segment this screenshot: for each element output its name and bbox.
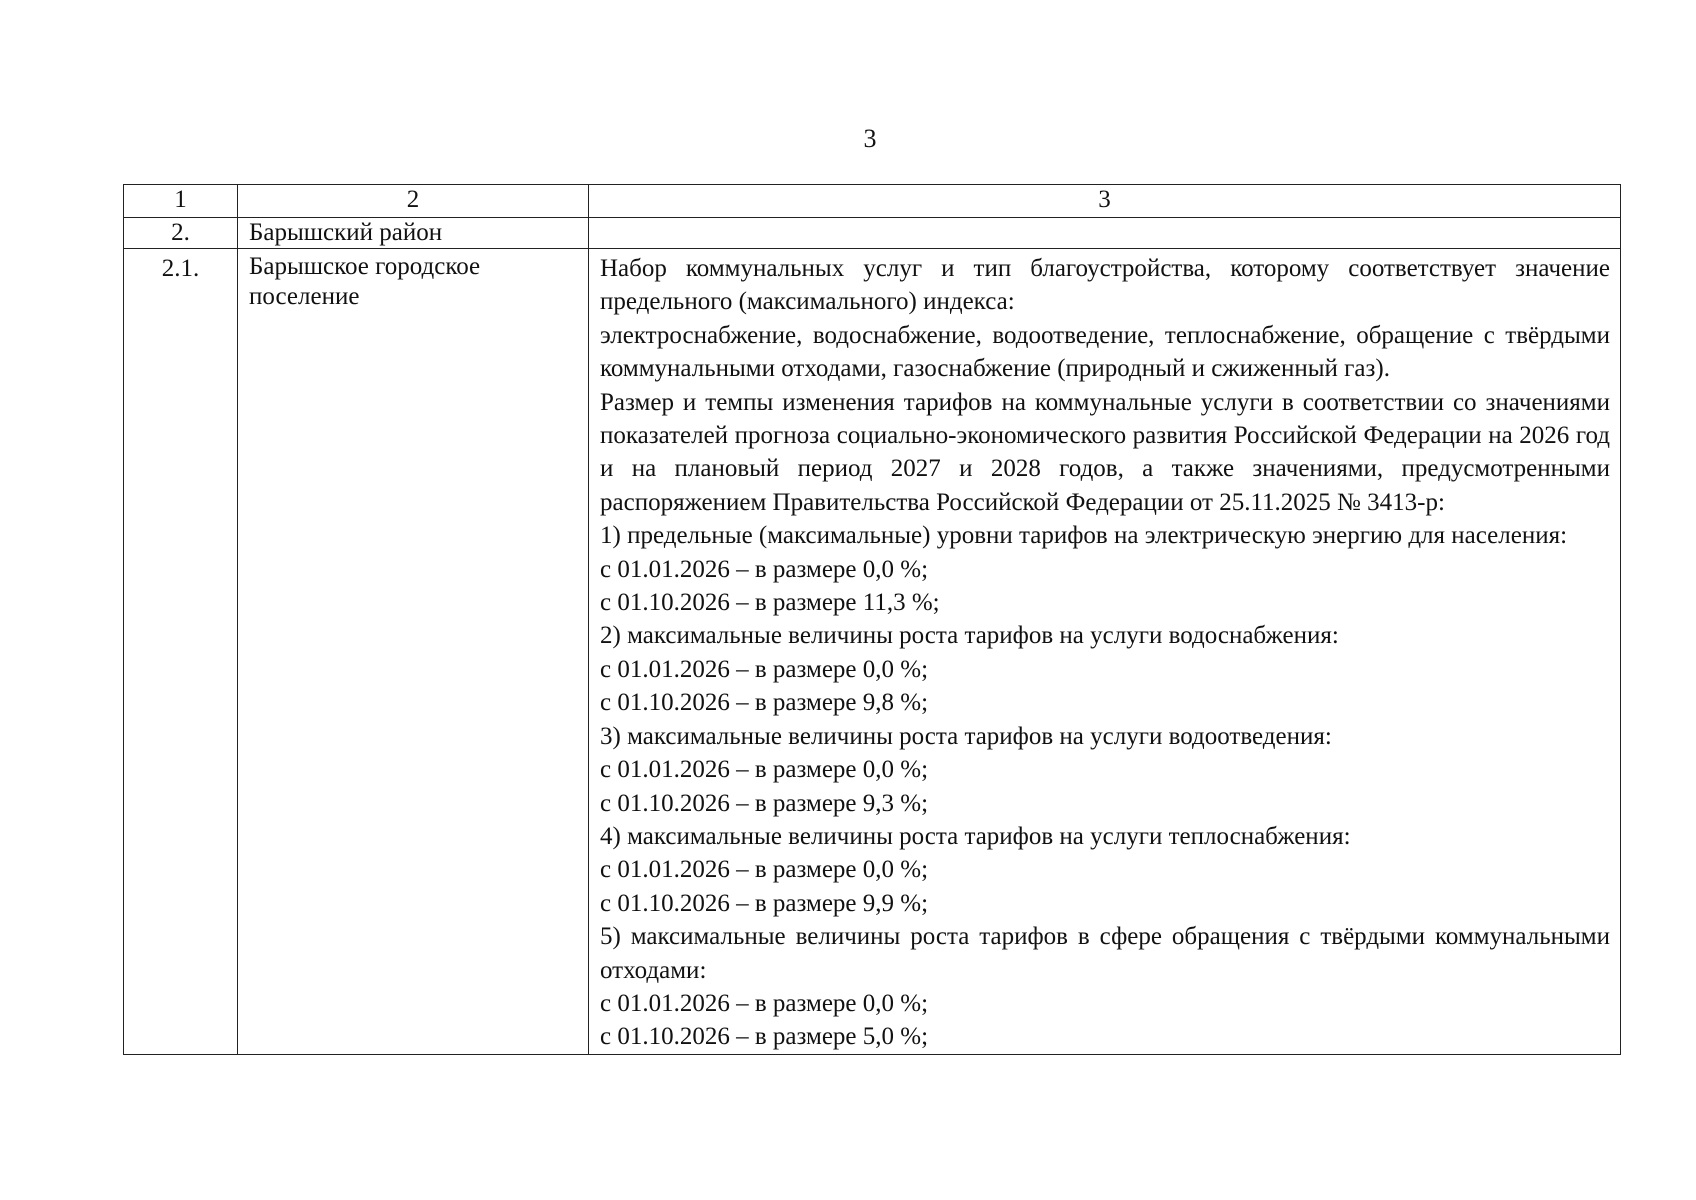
tariff-item-line: с 01.01.2026 – в размере 0,0 %; (600, 756, 929, 784)
column-header-3: 3 (589, 185, 1621, 218)
tariff-item-title: 4) максимальные величины роста тарифов на услуги теплоснабжения: (600, 822, 1351, 850)
tariff-item-title: 3) максимальные величины роста тарифов на услуги водоотведения: (600, 722, 1332, 750)
tariff-item-line: с 01.01.2026 – в размере 0,0 %; (600, 989, 929, 1017)
district-name: Барышский район (238, 218, 589, 249)
column-header-2: 2 (238, 185, 589, 218)
tariff-item-line: с 01.10.2026 – в размере 11,3 %; (600, 589, 940, 617)
table-row-settlement (124, 249, 1621, 1055)
tariff-item-line: с 01.01.2026 – в размере 0,0 %; (600, 655, 929, 683)
district-number: 2. (124, 218, 238, 249)
column-header-1: 1 (124, 185, 238, 218)
tariff-item-line: с 01.01.2026 – в размере 0,0 %; (600, 555, 929, 583)
settlement-content (589, 249, 1621, 1055)
table-row-district (124, 218, 1621, 249)
page-number: 3 (863, 124, 877, 153)
tariff-item-line: с 01.10.2026 – в размере 9,9 %; (600, 889, 929, 917)
tariff-item-title: 2) максимальные величины роста тарифов на услуги водоснабжения: (600, 622, 1339, 650)
tariff-item-line: с 01.10.2026 – в размере 9,3 %; (600, 789, 929, 817)
tariff-item-line: с 01.10.2026 – в размере 9,8 %; (600, 689, 929, 717)
table-header-row (124, 185, 1621, 218)
tariff-item-line: с 01.01.2026 – в размере 0,0 %; (600, 856, 929, 884)
services-intro: Набор коммунальных услуг и тип благоустройства, которому соответствует значение предельного (максимального) индекса: (600, 255, 1610, 316)
tariff-item-title: 5) максимальные величины роста тарифов в сфере обращения с твёрдыми коммунальными отходами: (600, 923, 1610, 984)
settlement-number: 2.1. (124, 249, 238, 1055)
settlement-name: Барышское городское поселение (238, 249, 589, 1055)
district-content (589, 218, 1621, 249)
tariff-item-line: с 01.10.2026 – в размере 5,0 %; (600, 1023, 929, 1051)
tariff-intro: Размер и темпы изменения тарифов на коммунальные услуги в соответствии со значениями показателей прогноза социально-экономического развития Российской Федерации на 2026 год и на плановый период 2027 и 2028 годов, а также значениями, предусмотренными распоряжением Правительства Российской Федерации от 25.11.2025 № 3413-р: (600, 388, 1610, 516)
services-list: электроснабжение, водоснабжение, водоотведение, теплоснабжение, обращение с твёрдыми коммунальными отходами, газоснабжение (природный и сжиженный газ). (600, 321, 1610, 383)
tariff-table (123, 184, 1621, 1055)
tariff-item-title: 1) предельные (максимальные) уровни тарифов на электрическую энергию для населения: (600, 522, 1568, 550)
